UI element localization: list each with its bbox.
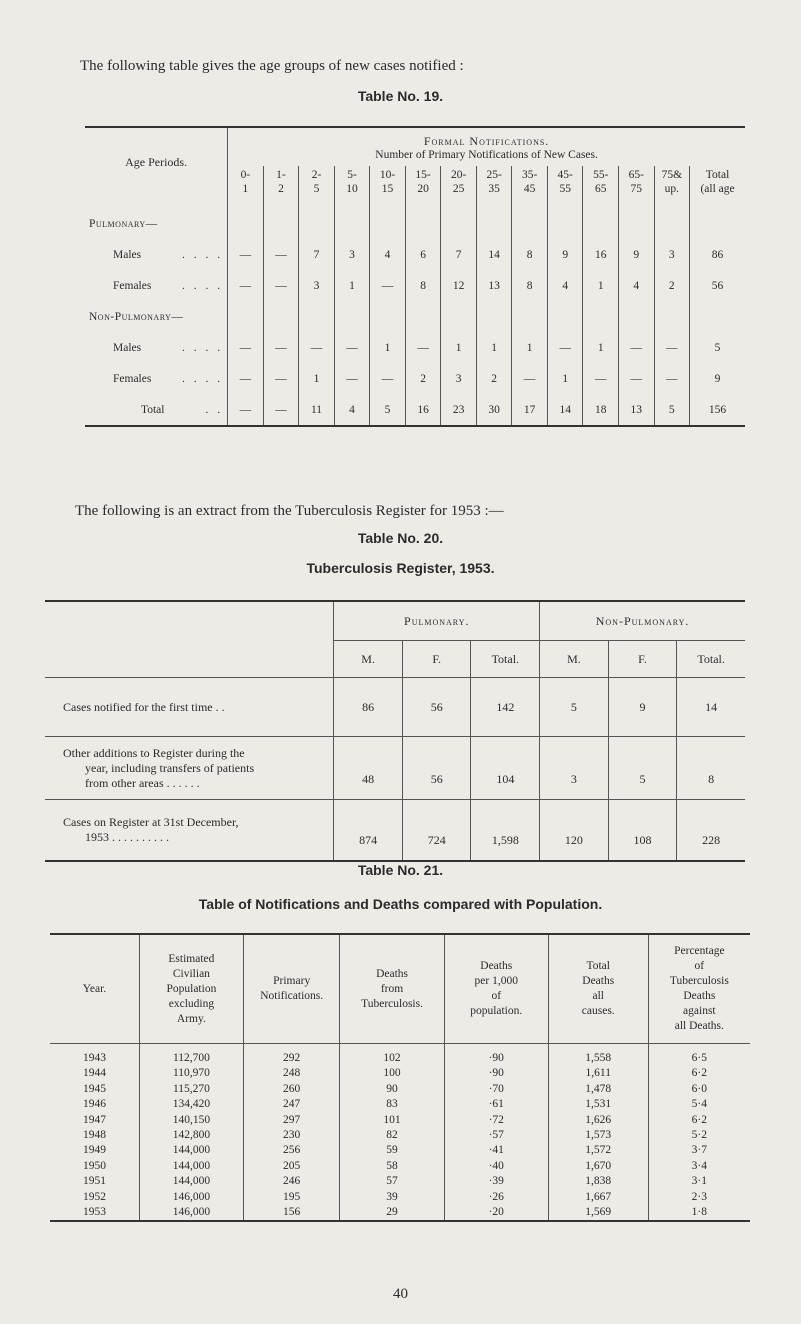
cell: 8 <box>512 270 548 301</box>
formal-notifications-header <box>228 128 745 166</box>
cell: 3 <box>540 737 609 800</box>
cell: 3·1 <box>648 1174 750 1189</box>
cell: 2 <box>476 363 512 394</box>
column-header: Primary Notifications. <box>243 934 339 1044</box>
row-label: Females . . . . <box>85 363 228 394</box>
cell: — <box>263 239 299 270</box>
row-label <box>45 678 334 737</box>
cell: ·39 <box>444 1174 548 1189</box>
cell: 144,000 <box>139 1174 243 1189</box>
cell: 230 <box>243 1128 339 1143</box>
cell: ·57 <box>444 1128 548 1143</box>
cell: 156 <box>243 1205 339 1221</box>
cell: 104 <box>471 737 540 800</box>
cell: 86 <box>334 678 403 737</box>
cell: 1 <box>299 363 335 394</box>
cell: 195 <box>243 1190 339 1205</box>
cell: 6·2 <box>648 1113 750 1128</box>
cell: ·90 <box>444 1066 548 1081</box>
cell: 1 <box>334 270 370 301</box>
cell: 9 <box>608 678 677 737</box>
cell: 6·5 <box>648 1044 750 1067</box>
age-column-header: 2- 5 <box>299 166 335 196</box>
cell: 48 <box>334 737 403 800</box>
cell: 146,000 <box>139 1190 243 1205</box>
cell: 56 <box>402 737 471 800</box>
cell: 5 <box>370 394 406 426</box>
cell: 246 <box>243 1174 339 1189</box>
cell: — <box>263 394 299 426</box>
cell: 29 <box>340 1205 444 1221</box>
cell: 1 <box>370 332 406 363</box>
leader-dots: . . . . <box>182 248 224 261</box>
row-label: Males . . . . <box>85 239 228 270</box>
sub-header: M. <box>334 641 403 678</box>
cell: ·20 <box>444 1205 548 1221</box>
age-column-header: 55- 65 <box>583 166 619 196</box>
cell: 248 <box>243 1066 339 1081</box>
cell: ·41 <box>444 1143 548 1158</box>
table-21 <box>50 933 750 1222</box>
label-line: Cases notified for the first time . . <box>63 699 225 714</box>
cell: — <box>512 363 548 394</box>
cell: — <box>263 270 299 301</box>
cell: 142 <box>471 678 540 737</box>
cell: 14 <box>476 239 512 270</box>
cell: 1943 <box>82 1052 106 1064</box>
cell: — <box>228 394 264 426</box>
column-header: Estimated Civilian Population excluding Army. <box>139 934 243 1044</box>
number-label: Number of Primary Notifications of New Cases. <box>375 148 598 161</box>
cell: 1,531 <box>548 1097 648 1112</box>
table-row <box>50 1159 750 1174</box>
cell: — <box>334 363 370 394</box>
age-column-header: 20- 25 <box>441 166 477 196</box>
cell: 228 <box>677 800 745 862</box>
cell: 115,270 <box>139 1082 243 1097</box>
age-column-header: 45- 55 <box>547 166 583 196</box>
table-row <box>50 1128 750 1143</box>
cell: 82 <box>340 1128 444 1143</box>
cell: 30 <box>476 394 512 426</box>
cell: 144,000 <box>139 1143 243 1158</box>
cell: 120 <box>540 800 609 862</box>
cell: 3·4 <box>648 1159 750 1174</box>
age-periods-header: Age Periods. <box>125 154 188 169</box>
cell: 1,558 <box>548 1044 648 1067</box>
cell: 144,000 <box>139 1159 243 1174</box>
age-column-header: 65- 75 <box>619 166 655 196</box>
cell: — <box>619 363 655 394</box>
table-row <box>50 1113 750 1128</box>
cell: 1946 <box>82 1098 106 1111</box>
row-label: Total . . <box>85 394 228 426</box>
section-label: Pulmonary— <box>89 217 158 230</box>
cell: 256 <box>243 1143 339 1158</box>
cell: 14 <box>677 678 745 737</box>
table-row <box>50 1174 750 1189</box>
cell: 146,000 <box>139 1205 243 1221</box>
cell: 134,420 <box>139 1097 243 1112</box>
table-row <box>50 1205 750 1221</box>
cell: ·26 <box>444 1190 548 1205</box>
cell: 1,569 <box>548 1205 648 1221</box>
header-row <box>50 934 750 1044</box>
cell: 1,573 <box>548 1128 648 1143</box>
cell: 59 <box>340 1143 444 1158</box>
cell: 1 <box>583 270 619 301</box>
cell: — <box>405 332 441 363</box>
cell: 1,611 <box>548 1066 648 1081</box>
label-line: year, including transfers of patients <box>85 760 255 775</box>
header-row <box>85 128 745 166</box>
table-row <box>45 737 745 800</box>
cell: 1 <box>476 332 512 363</box>
cell: 1 <box>512 332 548 363</box>
cell: 3·7 <box>648 1143 750 1158</box>
cell: 1950 <box>82 1159 106 1172</box>
table-21-subtitle: Table of Notifications and Deaths compared with Population. <box>198 896 603 912</box>
cell: 140,150 <box>139 1113 243 1128</box>
sub-header: Total. <box>471 641 540 678</box>
table-19 <box>85 126 745 427</box>
row-label: Males . . . . <box>85 332 228 363</box>
cell: 2 <box>654 270 690 301</box>
table-row <box>85 332 745 363</box>
section-row <box>85 301 745 332</box>
cell: 1,598 <box>471 800 540 862</box>
cell: 3 <box>299 270 335 301</box>
table-row <box>85 239 745 270</box>
cell: ·90 <box>444 1044 548 1067</box>
table-row <box>50 1190 750 1205</box>
cell: — <box>583 363 619 394</box>
cell: ·61 <box>444 1097 548 1112</box>
table-row <box>85 363 745 394</box>
cell: 16 <box>583 239 619 270</box>
cell: 102 <box>340 1044 444 1067</box>
cell: 1944 <box>82 1067 106 1080</box>
page-number: 40 <box>393 1286 408 1302</box>
table-row <box>50 1066 750 1081</box>
table-20-title: Table No. 20. <box>357 530 444 546</box>
column-header: Year. <box>50 934 139 1044</box>
cell: 205 <box>243 1159 339 1174</box>
leader-dots: . . <box>205 403 224 416</box>
leader-dots: . . . . <box>182 341 224 354</box>
cell: ·70 <box>444 1082 548 1097</box>
age-column-header: 25- 35 <box>476 166 512 196</box>
cell: 8 <box>405 270 441 301</box>
table-row <box>50 1097 750 1112</box>
cell: 3 <box>441 363 477 394</box>
age-column-header: 10- 15 <box>370 166 406 196</box>
column-header: Deaths from Tuberculosis. <box>340 934 444 1044</box>
cell: 2 <box>405 363 441 394</box>
column-header: Percentage of Tuberculosis Deaths against all Deaths. <box>648 934 750 1044</box>
cell: 1 <box>583 332 619 363</box>
table-row <box>85 270 745 301</box>
cell: 4 <box>547 270 583 301</box>
column-header: Total Deaths all causes. <box>548 934 648 1044</box>
row-label <box>45 800 334 862</box>
cell: 5·4 <box>648 1097 750 1112</box>
cell: — <box>370 270 406 301</box>
intro-text-2: The following is an extract from the Tuberculosis Register for 1953 :— <box>75 503 504 519</box>
cell: 292 <box>243 1044 339 1067</box>
cell: — <box>370 363 406 394</box>
cell: — <box>654 332 690 363</box>
cell: 3 <box>654 239 690 270</box>
cell: 57 <box>340 1174 444 1189</box>
group-header: Non-Pulmonary. <box>540 602 745 641</box>
cell: 247 <box>243 1097 339 1112</box>
cell: 8 <box>512 239 548 270</box>
cell: 1945 <box>82 1082 106 1095</box>
cell: 6·2 <box>648 1066 750 1081</box>
cell: 1949 <box>82 1144 106 1157</box>
intro-text: The following table gives the age groups of new cases notified : <box>80 58 464 74</box>
cell: 5 <box>654 394 690 426</box>
group-header-row <box>45 602 745 641</box>
cell: 5 <box>540 678 609 737</box>
cell: — <box>228 363 264 394</box>
cell: 86 <box>690 239 745 270</box>
cell: 4 <box>334 394 370 426</box>
cell: 5·2 <box>648 1128 750 1143</box>
label-line: Cases on Register at 31st December, <box>63 815 239 829</box>
cell: 6·0 <box>648 1082 750 1097</box>
cell: ·40 <box>444 1159 548 1174</box>
formal-label: Formal Notifications. <box>423 133 550 148</box>
cell: 17 <box>512 394 548 426</box>
age-column-header: 0- 1 <box>228 166 264 196</box>
cell: 9 <box>690 363 745 394</box>
cell: — <box>654 363 690 394</box>
table-19-title: Table No. 19. <box>357 88 444 104</box>
cell: 11 <box>299 394 335 426</box>
cell: 2·3 <box>648 1190 750 1205</box>
cell: 1,572 <box>548 1143 648 1158</box>
cell: 5 <box>608 737 677 800</box>
cell: 1953 <box>50 1205 139 1221</box>
cell: 1951 <box>82 1175 106 1188</box>
cell: — <box>263 332 299 363</box>
cell: 1,626 <box>548 1113 648 1128</box>
table-row <box>45 678 745 737</box>
row-label: Females . . . . <box>85 270 228 301</box>
cell: 58 <box>340 1159 444 1174</box>
table-row <box>50 1143 750 1158</box>
cell: 108 <box>608 800 677 862</box>
cell: — <box>299 332 335 363</box>
cell: — <box>263 363 299 394</box>
cell: ·72 <box>444 1113 548 1128</box>
cell: 12 <box>441 270 477 301</box>
age-column-header: 15- 20 <box>405 166 441 196</box>
cell: 7 <box>441 239 477 270</box>
cell: 9 <box>547 239 583 270</box>
label-line: Other additions to Register during the <box>63 745 245 760</box>
total-column-header: Total (all age <box>690 166 745 196</box>
table-20 <box>45 600 745 862</box>
cell: 56 <box>402 678 471 737</box>
age-column-header: 75& up. <box>654 166 690 196</box>
cell: 724 <box>402 800 471 862</box>
cell: — <box>228 270 264 301</box>
cell: 16 <box>405 394 441 426</box>
cell: — <box>547 332 583 363</box>
label-line: 1953 . . . . . . . . . . <box>85 830 169 844</box>
sub-header: Total. <box>677 641 745 678</box>
cell: — <box>228 239 264 270</box>
section-row <box>85 208 745 239</box>
cell: 156 <box>690 394 745 426</box>
cell: 1947 <box>82 1113 106 1126</box>
section-label: Non-Pulmonary— <box>89 310 184 323</box>
sub-header: F. <box>402 641 471 678</box>
cell: — <box>334 332 370 363</box>
cell: 260 <box>243 1082 339 1097</box>
cell: 1,478 <box>548 1082 648 1097</box>
cell: 110,970 <box>139 1066 243 1081</box>
cell: 9 <box>619 239 655 270</box>
cell: 112,700 <box>139 1044 243 1067</box>
cell: 18 <box>583 394 619 426</box>
age-column-header: 35- 45 <box>512 166 548 196</box>
cell: 56 <box>690 270 745 301</box>
cell: 14 <box>547 394 583 426</box>
cell: 6 <box>405 239 441 270</box>
cell: 3 <box>334 239 370 270</box>
cell: 7 <box>299 239 335 270</box>
cell: 1,667 <box>548 1190 648 1205</box>
cell: 874 <box>334 800 403 862</box>
sub-header: F. <box>608 641 677 678</box>
cell: 13 <box>619 394 655 426</box>
column-header: Deaths per 1,000 of population. <box>444 934 548 1044</box>
table-row <box>50 1044 750 1067</box>
sub-header: M. <box>540 641 609 678</box>
cell: 39 <box>340 1190 444 1205</box>
cell: 4 <box>619 270 655 301</box>
cell: 23 <box>441 394 477 426</box>
group-header: Pulmonary. <box>334 602 540 641</box>
leader-dots: . . . . <box>182 279 224 292</box>
cell: 1 <box>441 332 477 363</box>
table-row <box>45 800 745 862</box>
leader-dots: . . . . <box>182 372 224 385</box>
age-column-header: 5- 10 <box>334 166 370 196</box>
cell: 1952 <box>82 1190 106 1203</box>
cell: 1948 <box>82 1129 106 1142</box>
cell: 13 <box>476 270 512 301</box>
table-21-title: Table No. 21. <box>357 862 444 878</box>
table-row <box>85 394 745 426</box>
cell: 1·8 <box>648 1205 750 1221</box>
cell: — <box>228 332 264 363</box>
cell: 101 <box>340 1113 444 1128</box>
cell: 1 <box>547 363 583 394</box>
label-line: from other areas . . . . . . <box>85 775 200 790</box>
cell: 8 <box>677 737 745 800</box>
cell: 83 <box>340 1097 444 1112</box>
cell: — <box>619 332 655 363</box>
cell: 1,838 <box>548 1174 648 1189</box>
cell: 90 <box>340 1082 444 1097</box>
age-column-header: 1- 2 <box>263 166 299 196</box>
cell: 5 <box>690 332 745 363</box>
cell: 100 <box>340 1066 444 1081</box>
cell: 4 <box>370 239 406 270</box>
cell: 1,670 <box>548 1159 648 1174</box>
table-row <box>50 1082 750 1097</box>
row-label <box>45 737 334 800</box>
cell: 142,800 <box>139 1128 243 1143</box>
table-20-subtitle: Tuberculosis Register, 1953. <box>306 560 495 576</box>
cell: 297 <box>243 1113 339 1128</box>
